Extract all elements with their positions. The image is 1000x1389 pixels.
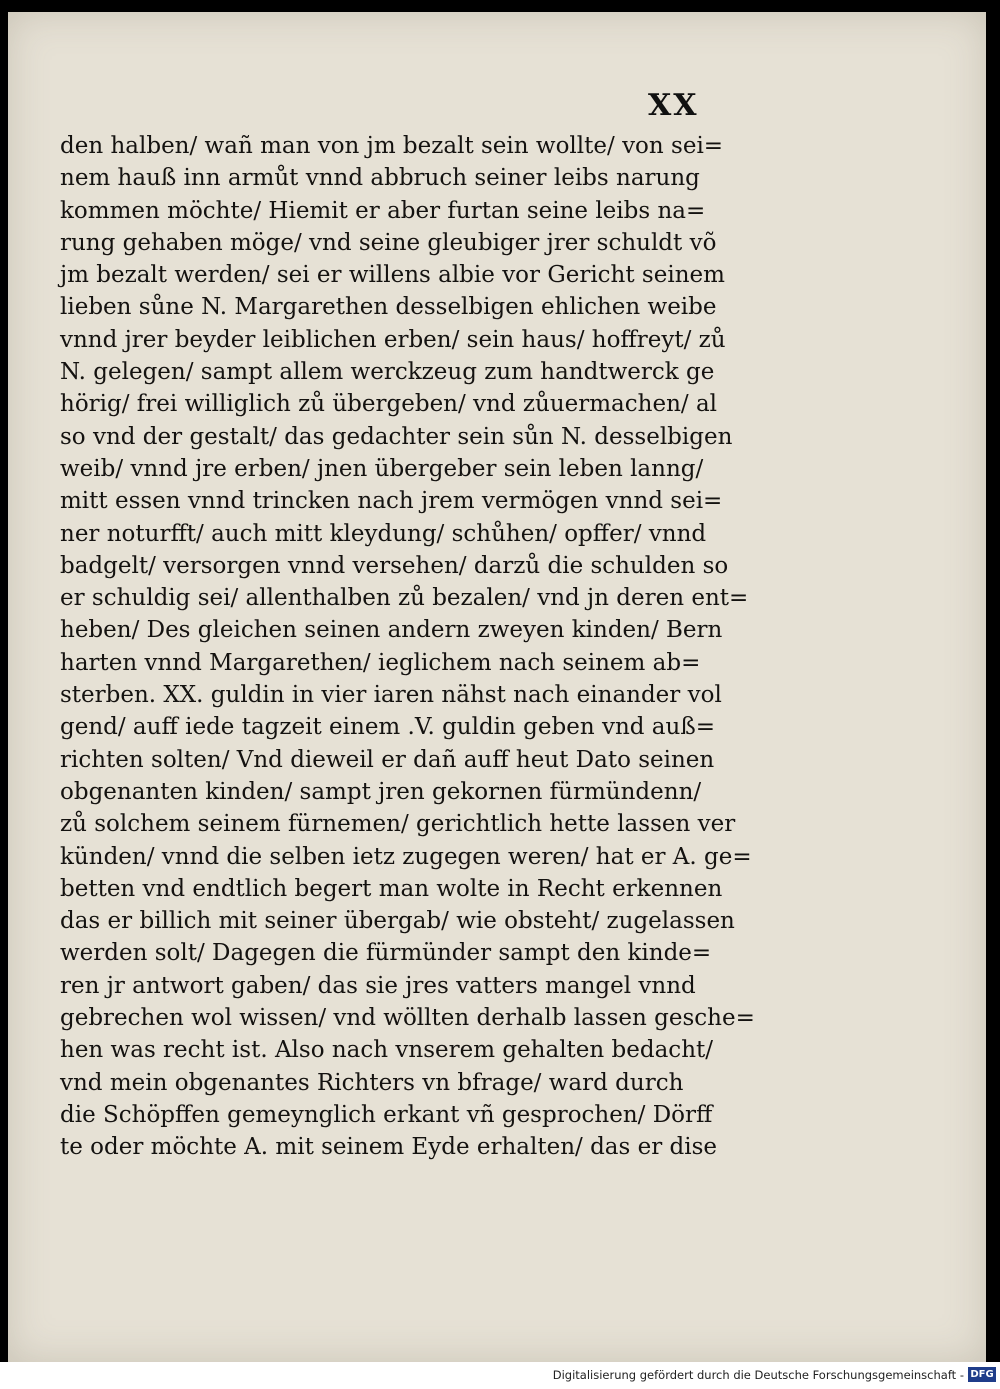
text-line: kommen möchte/ Hiemit er aber furtan seine leibs na= — [60, 197, 706, 224]
text-line: nem hauß inn armůt vnnd abbruch seiner leibs narung — [60, 165, 700, 192]
text-line: vnnd jrer beyder leiblichen erben/ sein haus/ hoffreyt/ zů — [60, 326, 726, 353]
text-line: harten vnnd Margarethen/ ieglichem nach seinem ab= — [60, 649, 701, 676]
text-line: lieben sůne N. Margarethen desselbigen ehlichen weibe — [60, 294, 717, 321]
text-line: das er billich mit seiner übergab/ wie obsteht/ zugelassen — [60, 908, 735, 935]
funding-credit: Digitalisierung gefördert durch die Deutsche Forschungsgemeinschaft - — [552, 1368, 964, 1382]
text-line: te oder möchte A. mit seinem Eyde erhalten/ das er dise — [60, 1134, 718, 1161]
text-line: badgelt/ versorgen vnnd versehen/ darzů die schulden so — [60, 552, 729, 579]
text-line: gend/ auff iede tagzeit einem .V. guldin geben vnd auß= — [60, 714, 715, 741]
folio-number: XX — [648, 88, 699, 123]
text-line: ner noturfft/ auch mitt kleydung/ schůhen/ opffer/ vnnd — [60, 520, 707, 547]
text-line: heben/ Des gleichen seinen andern zweyen kinden/ Bern — [60, 617, 723, 644]
text-line: die Schöpffen gemeynglich erkant vñ gesprochen/ Dörff — [60, 1101, 713, 1128]
page-body-text — [60, 130, 780, 1164]
text-line: werden solt/ Dagegen die fürmünder sampt den kinde= — [60, 940, 712, 967]
scanned-page — [8, 12, 986, 1362]
text-line: so vnd der gestalt/ das gedachter sein sůn N. desselbigen — [60, 423, 733, 450]
text-line: den halben/ wañ man von jm bezalt sein wollte/ von sei= — [60, 133, 724, 159]
text-line: N. gelegen/ sampt allem werckzeug zum handtwerck ge — [60, 359, 715, 386]
text-line: hen was recht ist. Also nach vnserem gehalten bedacht/ — [60, 1037, 713, 1064]
text-line: er schuldig sei/ allenthalben zů bezalen/ vnd jn deren ent= — [60, 585, 749, 612]
text-line: künden/ vnnd die selben ietz zugegen weren/ hat er A. ge= — [60, 843, 752, 870]
dfg-logo-icon: DFG — [968, 1367, 996, 1382]
digitization-footer — [0, 1362, 1000, 1389]
text-line: sterben. XX. guldin in vier iaren nähst nach einander vol — [60, 682, 722, 709]
text-line: rung gehaben möge/ vnd seine gleubiger jrer schuldt võ — [60, 229, 717, 256]
text-line: zů solchem seinem fürnemen/ gerichtlich hette lassen ver — [60, 811, 736, 838]
text-line: jm bezalt werden/ sei er willens albie vor Gericht seinem — [60, 262, 725, 289]
text-line: gebrechen wol wissen/ vnd wöllten derhalb lassen gesche= — [60, 1005, 755, 1032]
text-line: hörig/ frei williglich zů übergeben/ vnd zůuermachen/ al — [60, 391, 718, 418]
text-line: vnd mein obgenantes Richters vn bfrage/ ward durch — [60, 1069, 684, 1096]
text-line: betten vnd endtlich begert man wolte in Recht erkennen — [60, 875, 723, 902]
text-line: mitt essen vnnd trincken nach jrem vermögen vnnd sei= — [60, 488, 723, 515]
text-line: richten solten/ Vnd dieweil er dañ auff heut Dato seinen — [60, 746, 715, 773]
text-line: weib/ vnnd jre erben/ jnen übergeber sein leben lanng/ — [60, 455, 704, 482]
text-line: ren jr antwort gaben/ das sie jres vatters mangel vnnd — [60, 972, 696, 999]
text-line: obgenanten kinden/ sampt jren gekornen fürmündenn/ — [60, 778, 702, 805]
